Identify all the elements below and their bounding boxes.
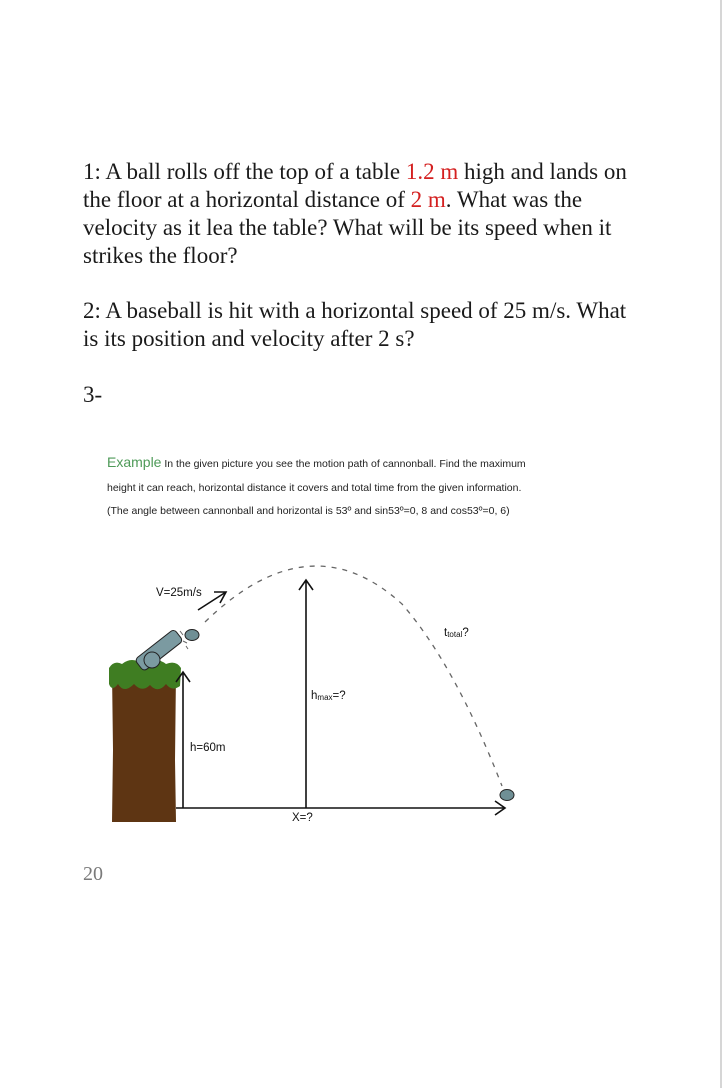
question-1-text-a: 1: A ball rolls off the top of a table <box>83 159 406 184</box>
question-1-text-b: high and lands on the floor at a horizontal distance of <box>83 159 627 212</box>
launched-ball <box>185 630 199 641</box>
ground-arrow <box>176 801 505 815</box>
hmax-label <box>311 690 346 702</box>
page-number: 20 <box>83 863 103 885</box>
height-arrow <box>176 672 190 808</box>
height-label: h=60m <box>190 742 226 754</box>
question-1-height: 1.2 m <box>405 159 459 184</box>
t-total-sub: total <box>447 630 463 639</box>
example-body: In the given picture you see the motion path of cannonball. Find the maximum height it can reach, horizontal distance it covers and total time from the given information. (The angle between cannonball and horizontal is 53º and sin53º=0, 8 and cos53º=0, 6) <box>107 458 526 517</box>
cliff <box>112 672 176 822</box>
cannon-wheel <box>144 652 160 668</box>
t-total-label <box>444 627 469 639</box>
example-label: Example <box>107 454 162 470</box>
question-1-text-c: . What was the velocity as it lea the table? What will be its speed when it strikes the floor? <box>83 187 612 268</box>
velocity-label: V=25m/s <box>156 587 202 599</box>
question-2: 2: A baseball is hit with a horizontal speed of 25 m/s. What is its position and velocity after 2 s? <box>83 298 627 351</box>
hmax-main: h <box>311 690 318 702</box>
t-total-end: ? <box>462 627 469 639</box>
hmax-sub: max <box>317 693 333 702</box>
x-label: X=? <box>292 812 313 824</box>
question-3: 3- <box>83 382 103 407</box>
hmax-end: =? <box>332 690 346 702</box>
trajectory-path <box>205 566 502 786</box>
question-1-distance: 2 m <box>410 187 446 212</box>
landed-ball <box>500 790 514 801</box>
t-total-main: t <box>444 627 448 639</box>
